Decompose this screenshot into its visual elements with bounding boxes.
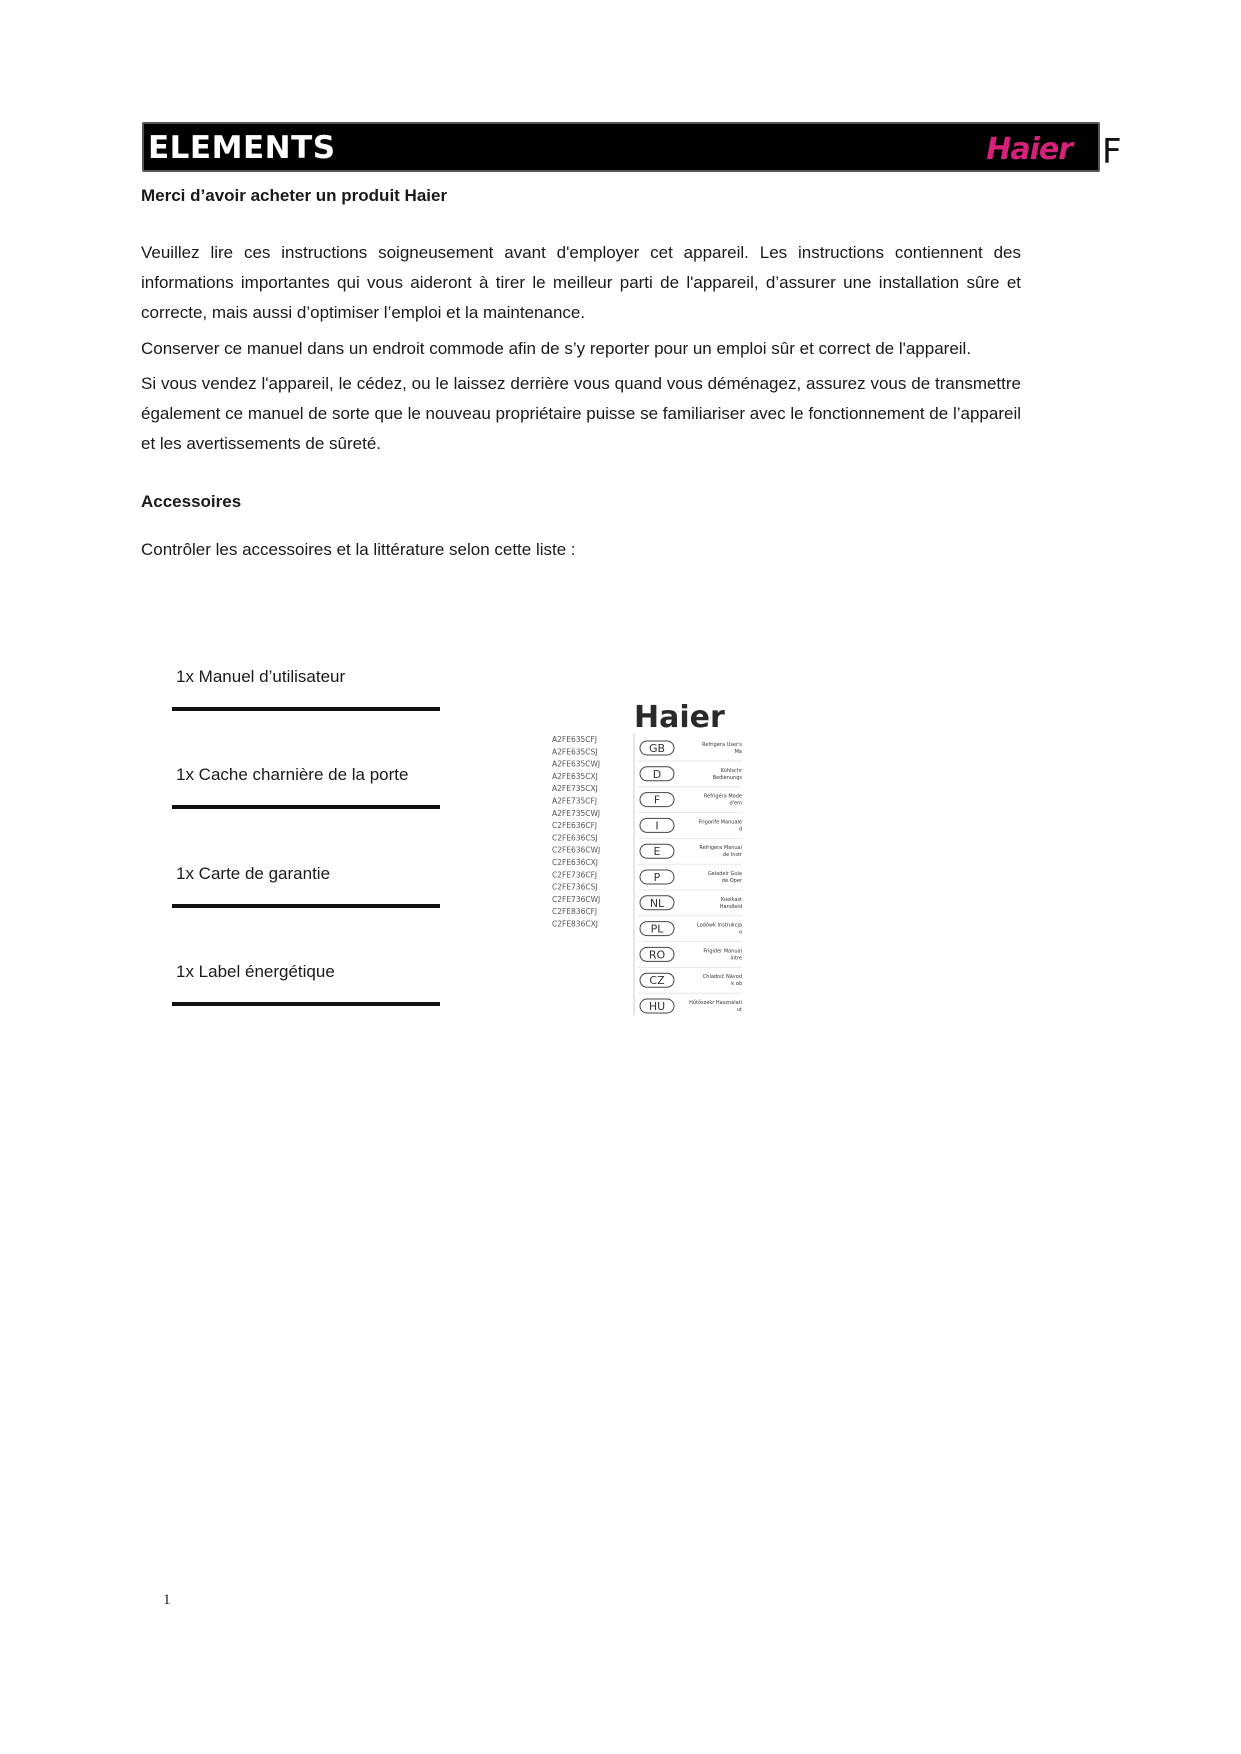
- haier-logo: Haier: [986, 132, 1072, 167]
- section-header-bar: [142, 122, 1100, 172]
- manual-language-code: I: [655, 819, 659, 833]
- accessories-title: Accessoires: [141, 492, 242, 511]
- manual-model-code: C2FE736CFJ: [552, 870, 598, 880]
- accessory-divider: [172, 707, 440, 711]
- manual-model-code: C2FE736CSJ: [552, 882, 598, 892]
- manual-language-code: NL: [649, 896, 665, 910]
- manual-model-list: [552, 735, 600, 929]
- accessory-item-warranty-card: 1x Carte de garantie: [176, 864, 331, 883]
- manual-language-label: intre: [730, 955, 742, 962]
- manual-model-code: C2FE636CWJ: [552, 845, 601, 855]
- manual-language-label: o: [738, 929, 742, 936]
- accessory-divider: [172, 904, 440, 908]
- manual-language-code: D: [652, 767, 662, 781]
- intro-paragraph-2: Conserver ce manuel dans un endroit commode afin de s’y reporter pour un emploi sûr et correct de l'appareil.: [141, 339, 972, 358]
- accessory-item-energy-label: 1x Label énergétique: [176, 962, 335, 981]
- manual-brand: Haier: [634, 700, 725, 735]
- intro-title: Merci d’avoir acheter un produit Haier: [141, 186, 448, 205]
- manual-model-code: C2FE736CWJ: [552, 894, 601, 904]
- section-title: ELEMENTS: [148, 130, 336, 166]
- manual-model-code: A2FE735CXJ: [552, 784, 598, 794]
- manual-language-code: F: [653, 793, 661, 807]
- manual-language-label: d'em: [729, 800, 742, 807]
- manual-language-label: Frigorife Manuale: [698, 819, 742, 826]
- manual-language-code: PL: [650, 922, 664, 936]
- manual-language-label: Handleid: [719, 903, 742, 910]
- manual-language-label: Ma: [734, 749, 742, 755]
- manual-language-label: Refrigera User's: [702, 742, 742, 748]
- manual-language-label: Geladeir Guia: [707, 871, 742, 877]
- manual-language-label: Chladnič Návod: [702, 974, 742, 981]
- manual-language-label: Refrigera Manual: [699, 845, 742, 852]
- manual-language-code: P: [653, 871, 661, 884]
- manual-model-code: A2FE635CFJ: [552, 735, 598, 744]
- manual-language-code: GB: [648, 742, 666, 755]
- manual-model-code: A2FE635CXJ: [552, 771, 598, 781]
- manual-model-code: A2FE735CWJ: [552, 808, 601, 818]
- manual-language-label: de Oper: [721, 878, 742, 884]
- manual-language-list: [634, 733, 742, 1015]
- accessory-divider: [172, 1002, 440, 1006]
- manual-language-label: d: [738, 826, 742, 833]
- manual-language-label: Bedienungs: [712, 774, 742, 781]
- manual-model-code: C2FE636CSJ: [552, 833, 598, 843]
- manual-model-code: C2FE636CFJ: [552, 821, 598, 831]
- manual-language-label: Lodówk Instrukcja: [696, 922, 742, 929]
- accessory-divider: [172, 805, 440, 809]
- manual-language-label: Kühlschr: [720, 767, 742, 774]
- language-marker: F: [1102, 132, 1122, 172]
- user-manual-cover-image: [552, 695, 742, 1015]
- manual-language-label: k ob: [731, 981, 742, 988]
- page-number: 1: [163, 1592, 171, 1608]
- accessory-item-manual: 1x Manuel d’utilisateur: [176, 667, 346, 686]
- accessories-intro: Contrôler les accessoires et la littérature selon cette liste :: [141, 540, 576, 559]
- manual-model-code: A2FE635CWJ: [552, 759, 601, 769]
- manual-model-code: C2FE836CXJ: [552, 919, 598, 929]
- manual-language-code: CZ: [649, 974, 665, 988]
- manual-language-label: Koelkast: [721, 896, 742, 903]
- accessory-item-hinge-cover: 1x Cache charnière de la porte: [176, 765, 409, 784]
- manual-language-label: ut: [736, 1007, 742, 1013]
- manual-model-code: C2FE836CFJ: [552, 907, 598, 917]
- manual-language-code: E: [653, 845, 661, 859]
- manual-language-label: Frigider Manual: [703, 948, 742, 955]
- manual-language-label: de Instr: [722, 852, 742, 859]
- manual-language-label: Réfrigéra Mode: [703, 793, 742, 800]
- manual-model-code: A2FE635CSJ: [552, 747, 598, 757]
- manual-language-label: Hűtőszekr Használati: [689, 1000, 742, 1006]
- intro-paragraph-1: Veuillez lire ces instructions soigneusement avant d'employer cet appareil. Les instructions contiennent des informations importantes qui vous aideront à tirer le meilleur parti de l'appareil, d’assurer une installation sûre et correcte, mais aussi d’optimiser l’emploi et la maintenance.: [141, 243, 1021, 322]
- intro-paragraph-3: Si vous vendez l'appareil, le cédez, ou le laissez derrière vous quand vous déménagez, assurez vous de transmettre également ce manuel de sorte que le nouveau propriétaire puisse se familiariser avec le fonctionnement de l’appareil et les avertissements de sûreté.: [141, 374, 1021, 453]
- manual-model-code: C2FE636CXJ: [552, 858, 598, 867]
- manual-language-code: HU: [648, 1000, 666, 1013]
- manual-language-code: RO: [648, 948, 666, 962]
- manual-model-code: A2FE735CFJ: [552, 796, 598, 806]
